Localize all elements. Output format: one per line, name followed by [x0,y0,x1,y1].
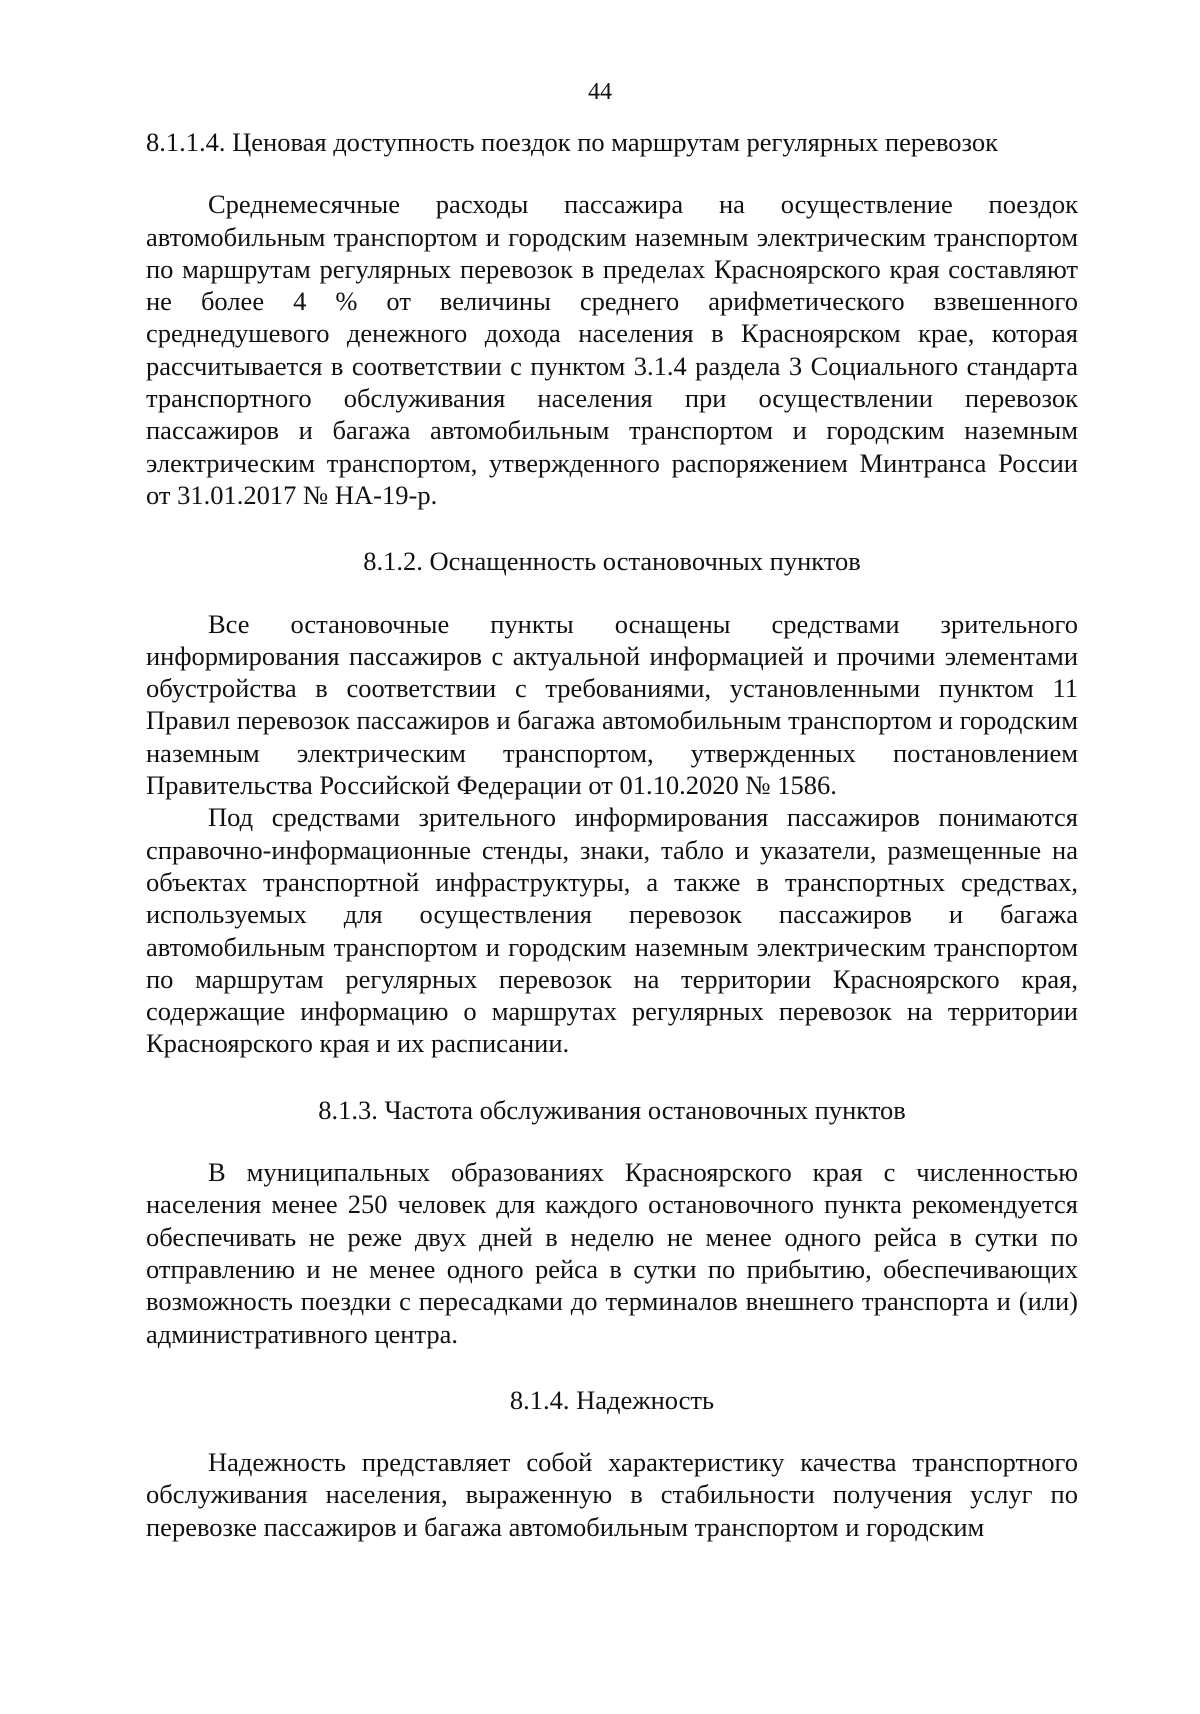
paragraph-service-frequency: В муниципальных образованиях Красноярского края с численностью населения менее 250 человек для каждого остановочного пункта рекомендуется обеспечивать не реже двух дней в неделю не менее одного рейса в сутки по отправлению и не менее одного рейса в сутки по прибытию, обеспечивающих возможность поездки с пересадками до терминалов внешнего транспорта и (или) административного центра. [146,1157,1078,1349]
section-heading-service-frequency: 8.1.3. Частота обслуживания остановочных пунктов [318,1094,906,1125]
paragraph-price-availability: Среднемесячные расходы пассажира на осуществление поездок автомобильным транспортом и городским наземным электрическим транспортом по маршрутам регулярных перевозок в пределах Красноярского края составляют не более 4 % от величины среднего арифметического взвешенного среднедушевого денежного дохода населения в Красноярском крае, которая рассчитывается в соответствии с пунктом 3.1.4 раздела 3 Социального стандарта транспортного обслуживания населения при осуществлении перевозок пассажиров и багажа автомобильным транспортом и городским наземным электрическим транспортом, утвержденного распоряжением Минтранса России от 31.01.2017 № НА-19-р. [146,189,1078,510]
paragraph-stop-equipment: Все остановочные пункты оснащены средствами зрительного информирования пассажиров с актуальной информацией и прочими элементами обустройства в соответствии с требованиями, установленными пунктом 11 Правил перевозок пассажиров и багажа автомобильным транспортом и городским наземным электрическим транспортом, утвержденных постановлением Правительства Российской Федерации от 01.10.2020 № 1586. [146,608,1078,801]
section-heading-price-availability: 8.1.1.4. Ценовая доступность поездок по маршрутам регулярных перевозок [146,127,998,157]
page-number: 44 [588,79,612,105]
section-heading-reliability: 8.1.4. Надежность [509,1384,715,1415]
section-heading-stop-equipment: 8.1.2. Оснащенность остановочных пунктов [363,546,861,577]
document-body [146,126,1078,1543]
paragraph-reliability: Надежность представляет собой характеристику качества транспортного обслуживания населения, выраженную в стабильности получения услуг по перевозке пассажиров и багажа автомобильным транспортом и городским [146,1447,1078,1542]
paragraph-visual-information: Под средствами зрительного информирования пассажиров понимаются справочно-информационные стенды, знаки, табло и указатели, размещенные на объектах транспортной инфраструктуры, а также в транспортных средствах, используемых для осуществления перевозок пассажиров и багажа автомобильным транспортом и городским наземным электрическим транспортом по маршрутам регулярных перевозок на территории Красноярского края, содержащие информацию о маршрутах регулярных перевозок на территории Красноярского края и их расписании. [146,802,1078,1059]
